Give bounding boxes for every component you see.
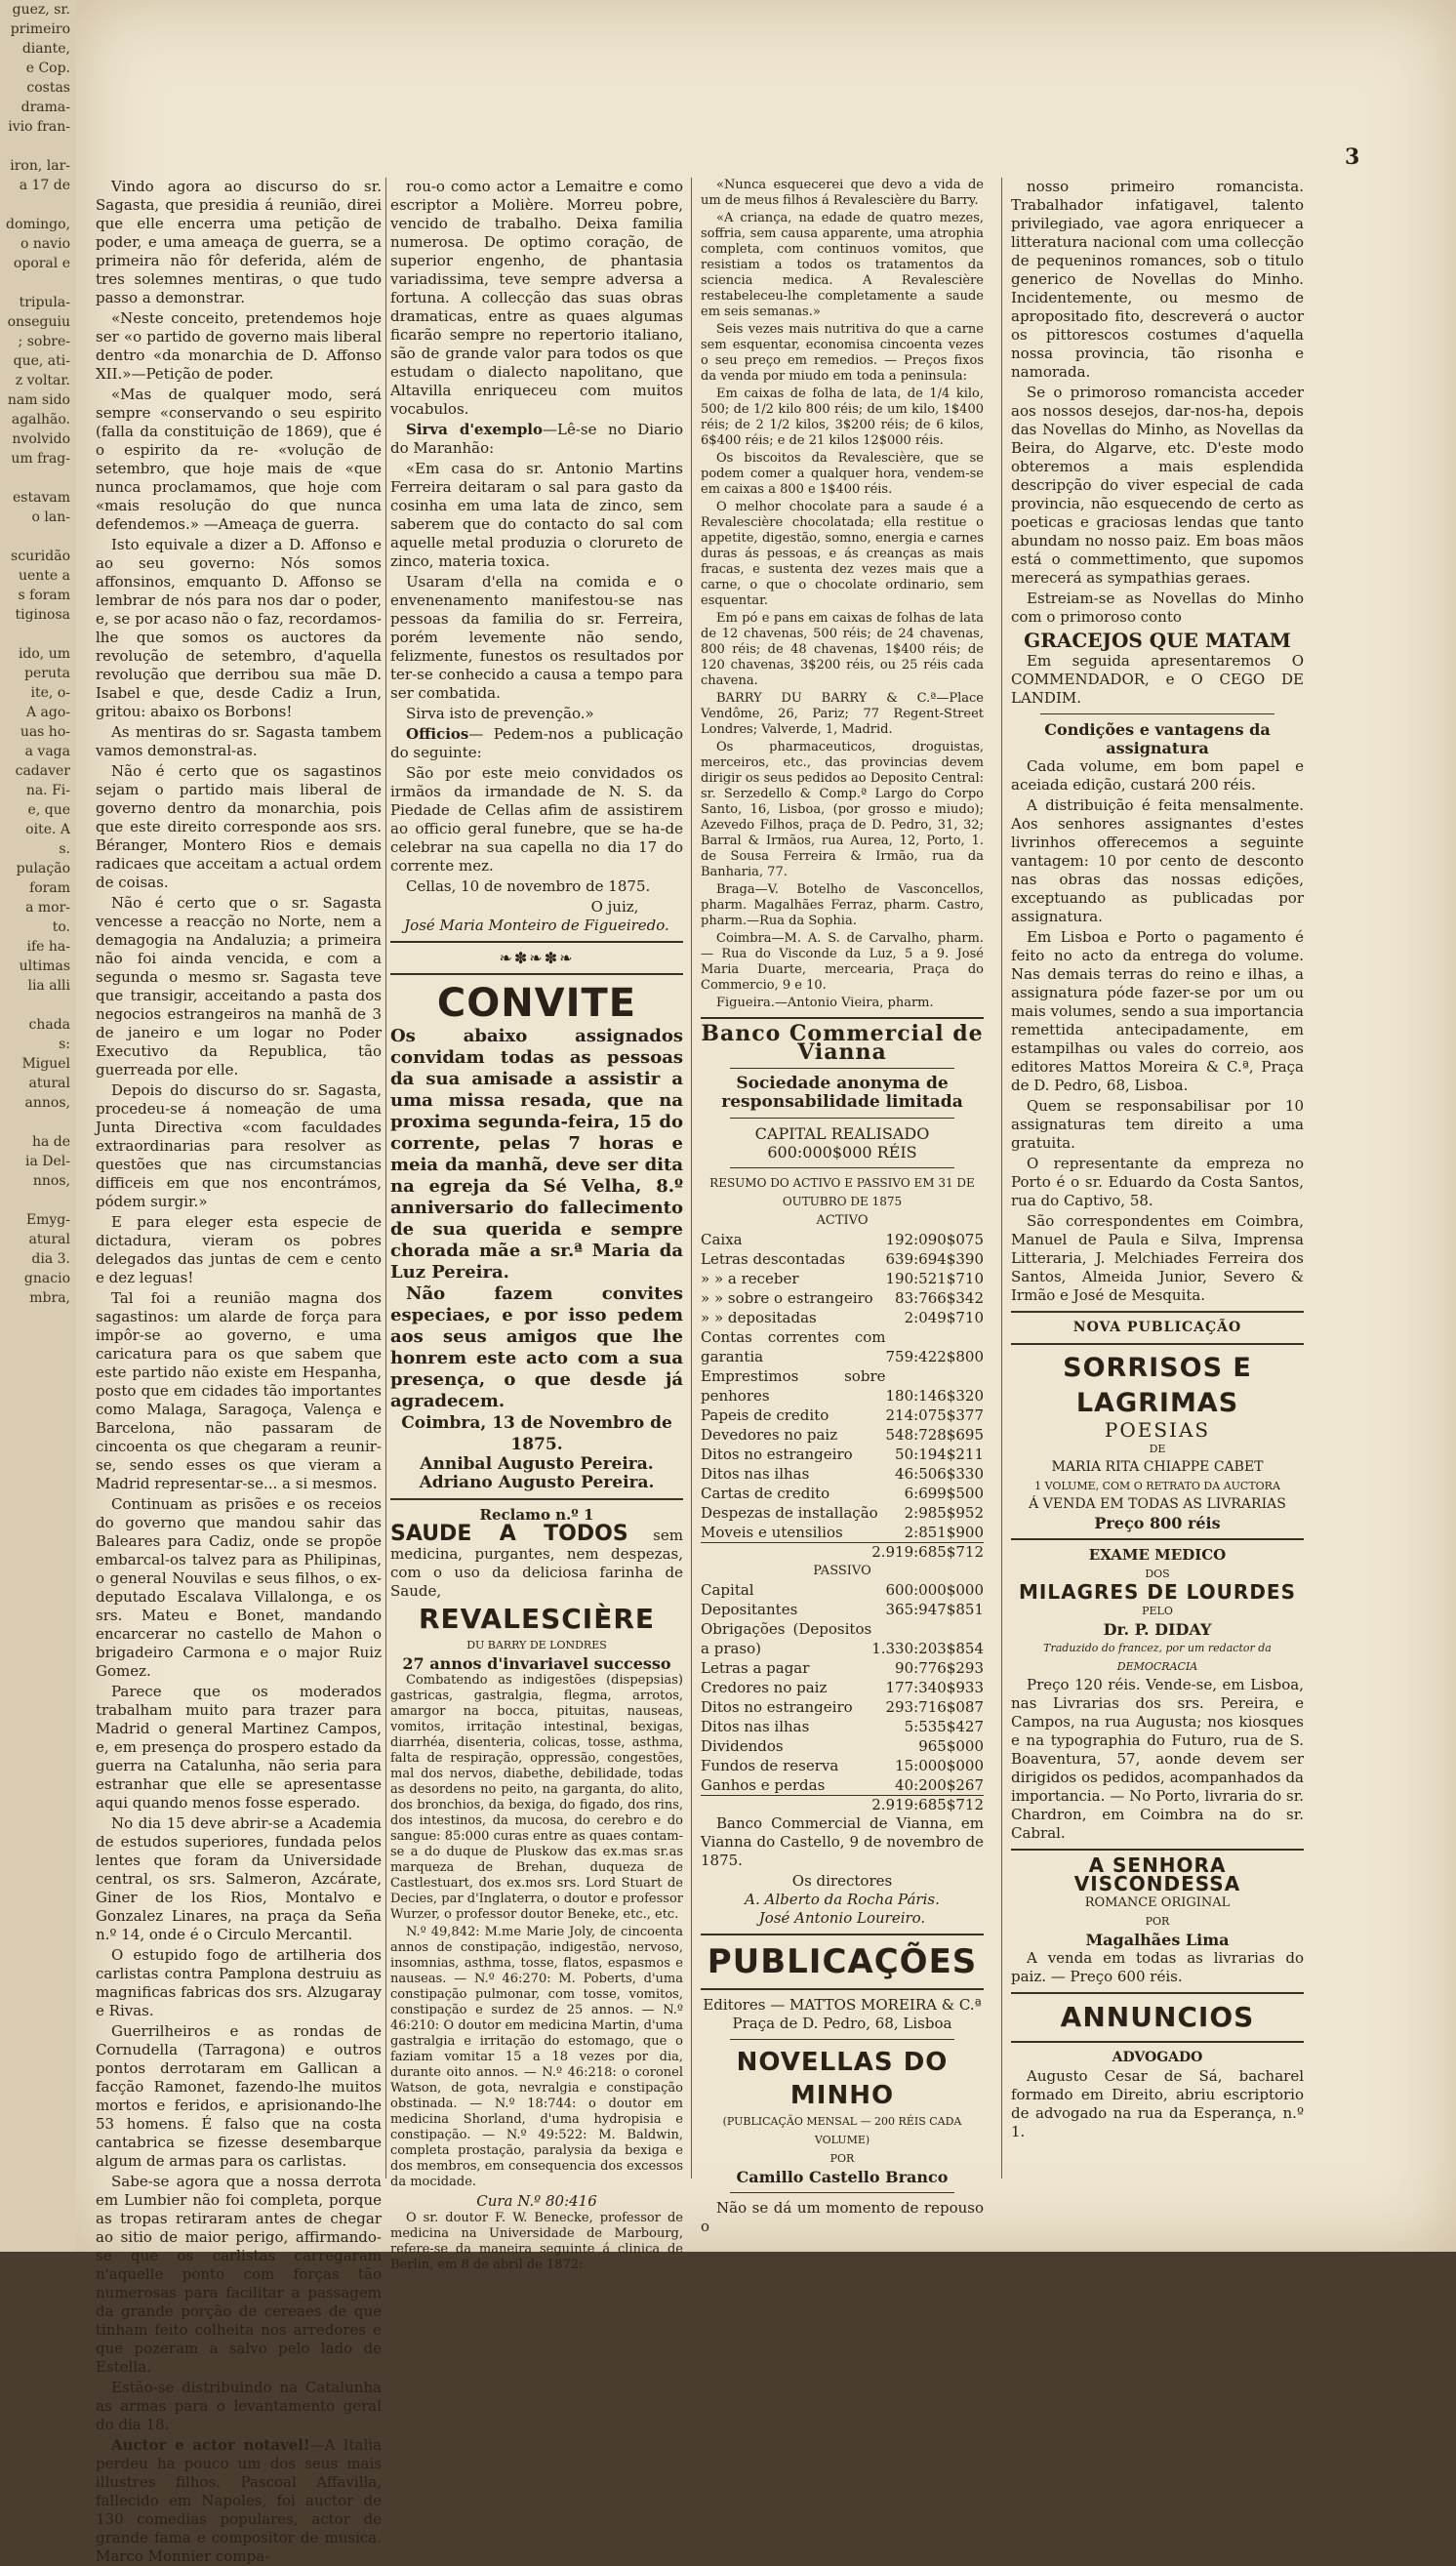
officios-sign-role: O juiz,: [590, 898, 639, 916]
table-row: [701, 1308, 984, 1327]
table-row: [701, 1503, 984, 1523]
romance-label: ROMANCE ORIGINAL: [1084, 1895, 1231, 1910]
por-label-2: POR: [1145, 1915, 1170, 1928]
prev-page-fragment: ife ha-: [26, 939, 70, 955]
prev-page-fragment: ite, o-: [30, 685, 70, 701]
paragraph: São correspondentes em Coimbra, Manuel de Paula e Silva, Imprensa Litteraria, J. Melchiades Ferreira dos Santos, Almeida Junior, Severo & Irmão e José de Mesquita.: [1011, 1212, 1304, 1304]
row-label: Ditos no estrangeiro: [701, 1446, 853, 1463]
table-row: [701, 1425, 984, 1445]
divider: [1011, 1311, 1304, 1313]
table-row: [701, 1717, 984, 1736]
paragraph: Sirva isto de prevenção.»: [406, 705, 594, 722]
page-number: 3: [1345, 144, 1360, 170]
bank-sub: Sociedade anonyma de responsabilidade limitada: [721, 1074, 963, 1112]
paragraph: O melhor chocolate para a saude é a Revalescière chocolatada; ella restitue o appetite, digestão, somno, energia e carnes duras ás pessoas, e ás creanças as mais fracas, e sustenta dez vezes mais que a carne, o que o chocolate ordinario, sem esquentar.: [701, 500, 984, 608]
paragraph: «Neste conceito, pretendemos hoje ser «o partido de governo mais liberal dentro «da monarchia de D. Affonso XII.»—Petição de poder.: [96, 309, 382, 383]
paragraph: Vindo agora ao discurso do sr. Sagasta, que presidia á reunião, direi que elle encerra uma petição de poder, e uma ameaça de guerra, se a primeira não fôr deferida, além de tres solemnes mentiras, o que tudo passo a demonstrar.: [96, 178, 382, 306]
row-label: Credores no paiz: [701, 1679, 828, 1696]
passivo-table: [701, 1580, 984, 1795]
table-row: [701, 1736, 984, 1756]
prev-page-fragment: nam sido: [7, 392, 70, 408]
paragraph: No dia 15 deve abrir-se a Academia de estudos superiores, fundada pelos lentes que foram da Universidade central, os srs. Salmeron, Azcárate, Giner de los Rios, Montalvo e Gonzalez Linares, na praça da Seña n.º 14, onde é o Circulo Mercantil.: [96, 1814, 382, 1943]
paragraph: O representante da empreza no Porto é o sr. Eduardo da Costa Santos, rua do Captivo, 58.: [1011, 1155, 1304, 1209]
row-label: Ditos nas ilhas: [701, 1465, 810, 1483]
novellas-title: NOVELLAS DO MINHO: [736, 2048, 949, 2110]
prev-page-fragment: s foram: [18, 588, 70, 603]
venda: Á VENDA EM TODAS AS LIVRARIAS: [1029, 1496, 1286, 1512]
table-row: [701, 1775, 984, 1795]
sorrisos-title: SORRISOS E LAGRIMAS: [1063, 1353, 1252, 1418]
divider: [730, 1118, 954, 1119]
prev-page-fragment: chada: [28, 1017, 70, 1033]
paragraph: Parece que os moderados trabalham muito para trazer para Madrid o general Martinez Campos, e, em presença do prospero estado da guerra na Catalunha, não seria para estranhar que elle se apresentasse aqui quando menos fosse esperado.: [96, 1683, 382, 1812]
table-row: [701, 1697, 984, 1717]
prev-page-fragment: foram: [29, 880, 70, 896]
prev-page-fragment: domingo,: [5, 217, 70, 232]
row-value: 548:728$695: [885, 1426, 984, 1444]
row-value: 600:000$000: [885, 1581, 984, 1599]
row-value: 190:521$710: [885, 1270, 984, 1287]
saude-title: SAUDE A TODOS: [390, 1522, 628, 1546]
column-2-paragraphs: [390, 178, 683, 419]
prev-page-fragment: um frag-: [11, 451, 70, 467]
condicoes-title: Condições e vantagens da assignatura: [1044, 720, 1271, 757]
pelo-label: PELO: [1142, 1605, 1173, 1617]
prev-page-fragment: ; sobre-: [18, 334, 70, 349]
paragraph: Isto equivale a dizer a D. Affonso e ao seu governo: Nós somos affonsinos, emquanto D. Affonso se lembrar de nós para nos dar o poder, e, se por acaso não o faz, recordamos-lhe que somos os auctores da revolução de setembro, d'aquella revolução que derribou sua mãe D. Isabel e que, desde Cadiz a Irun, gritou: abaixo os Borbons!: [96, 536, 382, 720]
paragraph: Continuam as prisões e os receios do governo que mandou sahir das Baleares para Cadiz, onde se propõe embarcal-os talvez para as Philipinas, o general Nouvilas e seus filhos, o ex-deputado Escalava Villalonga, e os srs. Mateu e Bonet, mandando encarcerar no castello de Mahon o brigadeiro Carmona e o major Ruiz Gomez.: [96, 1495, 382, 1680]
column-rule: [385, 178, 386, 2179]
table-row: [701, 1445, 984, 1464]
maria-rita: MARIA RITA CHIAPPE CABET: [1051, 1459, 1264, 1475]
prev-page-fragment: que, ati-: [13, 353, 70, 369]
row-label: » » a receber: [701, 1270, 799, 1287]
milagres-title: MILAGRES DE LOURDES: [1019, 1580, 1296, 1604]
prev-page-fragment: costas: [26, 80, 70, 96]
paragraph: Usaram d'ella na comida e o envenenamento manifestou-se nas pessoas da familia do sr. Ferreira, porém levemente não sendo, felizmente, funestos os resultados por ter-se conhecido a causa a tempo para ser combatida.: [390, 573, 683, 702]
paragraph: Estreiam-se as Novellas do Minho com o primoroso conto: [1011, 590, 1304, 626]
divider: [701, 1934, 984, 1935]
divider: [1011, 1849, 1304, 1851]
row-value: 83:766$342: [895, 1289, 984, 1307]
paragraph: Sabe-se agora que a nossa derrota em Lumbier não foi completa, porque as tropas retiraram antes de chegar ao sitio de maior perigo, affirmando-se que os carlistas carregaram n'aquelle ponto com forças tão numerosas para facilitar a passagem da grande porção de cereaes de que tinham feito colheita nos arredores e que pozeram a salvo pelo lado de Estella.: [96, 2173, 382, 2376]
paragraph: Em Lisboa e Porto o pagamento é feito no acto da entrega do volume. Nas demais terras do reino e ilhas, a assignatura póde fazer-se por um ou mais volumes, sendo a sua importancia remettida antecipadamente, em estampilhas ou vales do correio, aos editores Mattos Moreira & C.ª, Praça de D. Pedro, 68, Lisboa.: [1011, 928, 1304, 1094]
divider: [390, 941, 683, 943]
paragraph: Cellas, 10 de novembro de 1875.: [406, 877, 651, 895]
prev-page-fragment: cadaver: [15, 763, 70, 779]
column-rule: [1001, 178, 1002, 2179]
sirva-text: —Lê-se no Diario do Maranhão:: [390, 421, 683, 457]
row-value: 2:851$900: [904, 1524, 984, 1541]
publicacoes-title: PUBLICAÇÕES: [707, 1942, 978, 1981]
row-label: » » sobre o estrangeiro: [701, 1289, 873, 1307]
actor-title: Auctor e actor notavel!: [111, 2436, 310, 2454]
volume-note: 1 VOLUME, COM O RETRATO DA AUCTORA: [1034, 1480, 1280, 1492]
editors-address: Praça de D. Pedro, 68, Lisboa: [732, 2015, 952, 2032]
viscondessa-text: A venda em todas as livrarias do paiz. — Preço 600 réis.: [1011, 1949, 1304, 1985]
paragraph: Seis vezes mais nutritiva do que a carne sem esquentar, economisa cincoenta vezes o seu preço em remedios. — Preços fixos da venda por miudo em toda a peninsula:: [701, 322, 984, 384]
prev-page-fragment: atural: [28, 1232, 70, 1247]
table-row: [701, 1366, 984, 1405]
row-value: 1.330:203$854: [871, 1640, 984, 1657]
paragraph: Quem se responsabilisar por 10 assignaturas tem direito a uma gratuita.: [1011, 1097, 1304, 1152]
prev-page-fragment: annos,: [24, 1095, 70, 1111]
prev-page-fragment: onseguiu: [7, 314, 70, 330]
advogado-text: Augusto Cesar de Sá, bacharel formado em Direito, abriu escriptorio de advogado na rua da Esperança, n.º 1.: [1011, 2067, 1304, 2140]
table-row: [701, 1580, 984, 1600]
prev-page-fragment: uas ho-: [20, 724, 70, 740]
prev-page-fragment: drama-: [20, 100, 70, 115]
row-label: Devedores no paiz: [701, 1426, 838, 1444]
prev-page-fragment: e Cop.: [25, 61, 70, 76]
prev-page-fragment: [0, 996, 78, 1015]
gracejos-text: Em seguida apresentaremos O COMMENDADOR, e O CEGO DE LANDIM.: [1011, 652, 1304, 707]
editors: Editores — MATTOS MOREIRA & C.ª: [703, 1996, 982, 2014]
magalhaes: Magalhães Lima: [1085, 1931, 1230, 1949]
column-1-paragraphs: [96, 178, 382, 2434]
prev-page-fragment: nnos,: [32, 1173, 70, 1189]
row-label: Ditos nas ilhas: [701, 1718, 810, 1735]
diday: Dr. P. DIDAY: [1103, 1620, 1212, 1639]
table-row: [701, 1600, 984, 1619]
prev-page-fragment: guez, sr.: [12, 2, 70, 18]
prev-page-fragment: na. Fi-: [25, 783, 70, 798]
row-value: 15:000$000: [895, 1757, 984, 1774]
convite-sign-1: Annibal Augusto Pereira.: [420, 1454, 654, 1474]
prev-page-fragment: a 17 de: [19, 178, 70, 193]
row-label: Capital: [701, 1581, 754, 1599]
row-label: Caixa: [701, 1231, 743, 1248]
poesias: POESIAS: [1104, 1418, 1211, 1442]
column-4-paragraphs: [1011, 178, 1304, 627]
revalesciere-body-2: N.º 49,842: M.me Marie Joly, de cincoenta annos de constipação, indigestão, nervoso, insomnias, asthma, tosse, flatos, espasmos e nauseas. — N.º 46:270: M. Poberts, d'uma constipação pulmonar, com tosse, vomitos, constipação e surdez de 25 annos. — N.º 46:210: O doutor em medicina Martin, d'uma gastralgia e irritação do estomago, que o faziam vomitar 15 a 18 vezes por dia, durante oito annos. — N.º 46:218: o coronel Watson, de gota, nevralgia e constipação obstinada. — N.º 18:744: o doutor em medicina Shorland, d'uma hydropisia e constipação. — N.º 49:522: M. Baldwin, completa prostação, paralysia da bexiga e dos membros, em consequencia dos excessos da mocidade.: [390, 1925, 683, 2189]
row-value: 214:075$377: [885, 1406, 984, 1424]
row-value: 2:049$710: [904, 1309, 984, 1326]
prev-page-fragment: pulação: [16, 861, 70, 876]
prev-page-fragment: nvolvido: [12, 431, 70, 447]
director-1: A. Alberto da Rocha Páris.: [745, 1891, 940, 1908]
row-value: 180:146$320: [885, 1387, 984, 1405]
divider: [1011, 1538, 1304, 1540]
divider: [730, 1068, 954, 1069]
prev-page-fragment: Miguel: [21, 1056, 70, 1072]
paragraph: A distribuição é feita mensalmente. Aos senhores assignantes d'estes livrinhos offerecemos a seguinte vantagem: 10 por cento de desconto nas obras das nossas edições, exceptuando as publicadas por assignatura.: [1011, 796, 1304, 925]
prev-page-fragment: atural: [28, 1076, 70, 1091]
row-value: 965$000: [918, 1737, 984, 1755]
row-value: 50:194$211: [895, 1446, 984, 1463]
divider: [390, 973, 683, 975]
prev-page-fragment: [0, 1191, 78, 1210]
prev-page-fragment: o navio: [20, 236, 70, 252]
paragraph: «A criança, na edade de quatro mezes, soffria, sem causa apparente, uma atrophia completa, com continuos vomitos, que resistiam a todos os tratamentos da sciencia medica. A Revalescière restabeleceu-lhe completamente a saude em seis semanas.»: [701, 211, 984, 319]
paragraph: «Mas de qualquer modo, será sempre «conservando o seu espirito (falla da constituição de 1869), que é o espirito da re- «volução de setembro, que hoje mais de «que nunca proclamamos, que hoje com «mais resolução do que nunca defendemos.» —Ameaça de guerra.: [96, 386, 382, 533]
table-row: [701, 1756, 984, 1775]
row-value: 90:776$293: [895, 1659, 984, 1677]
row-value: 365:947$851: [885, 1601, 984, 1618]
paragraph: Coimbra—M. A. S. de Carvalho, pharm. — Rua do Visconde da Luz, 5 a 9. José Maria Duarte, mercearia, Praça do Commercio, 9 e 10.: [701, 931, 984, 993]
row-label: Letras a pagar: [701, 1659, 810, 1677]
paragraph: rou-o como actor a Lemaitre e como escriptor a Molière. Morreu pobre, vencido de trabalho. Deixa familia numerosa. De optimo coração, de superior engenho, de phantasia variadissima, teve sempre adversa a fortuna. A collecção das suas obras dramaticas, entre as quaes algumas ficarão sempre no repertorio italiano, são de grande valor para todos os que estudam o dialecto napolitano, que Altavilla enriqueceu com muitos vocabulos.: [390, 178, 683, 418]
last-line: Não se dá um momento de repouso o: [701, 2199, 984, 2235]
paragraph: Estão-se distribuindo na Catalunha as armas para o levantamento geral do dia 18.: [96, 2379, 382, 2433]
row-label: Cartas de credito: [701, 1485, 830, 1502]
row-label: Papeis de credito: [701, 1406, 829, 1424]
gracejos-title: GRACEJOS QUE MATAM: [1024, 629, 1291, 652]
author: Camillo Castello Branco: [736, 2168, 949, 2186]
prev-page-fragment: iron, lar-: [10, 158, 70, 174]
convite-sign-2: Adriano Augusto Pereira.: [419, 1473, 655, 1492]
divider: [701, 1988, 984, 1990]
row-label: Depositantes: [701, 1601, 798, 1618]
row-label: Emprestimos sobre penhores: [701, 1367, 886, 1405]
bank-footer: Banco Commercial de Vianna, em Vianna do Castello, 9 de novembro de 1875.: [701, 1814, 984, 1869]
por-label: POR: [829, 2152, 855, 2165]
row-label: Moveis e utensilios: [701, 1524, 843, 1541]
divider: [1040, 713, 1274, 714]
prev-page-fragment: lia alli: [27, 978, 70, 994]
prev-page-fragment: [0, 468, 78, 488]
paragraph: E para eleger esta especie de dictadura, vieram os pobres delegados das juntas de cem e cento e dez leguas!: [96, 1213, 382, 1286]
prev-page-fragment: diante,: [21, 41, 70, 57]
prev-page-fragment: a mor-: [25, 900, 70, 916]
paragraph: Tal foi a reunião magna dos sagastinos: um alarde de força para impôr-se ao governo, e uma caricatura para os que sabem que este partido não existe em Hespanha, posto que em cidades tão importantes como Malaga, Saragoça, Valença e Barcelona, não passaram de cincoenta os que chegaram a reunir-se, sendo esses os que vieram a Madrid representar-se... a si mesmos.: [96, 1289, 382, 1492]
divider: [1011, 1343, 1304, 1345]
prev-page-fragment: [0, 527, 78, 547]
revalesciere-years: 27 annos d'invariavel successo: [402, 1654, 671, 1673]
row-label: Ditos no estrangeiro: [701, 1698, 853, 1716]
table-row: [701, 1678, 984, 1697]
paragraph: nosso primeiro romancista. Trabalhador infatigavel, talento privilegiado, vae agora enriquecer a litteratura nacional com uma collecção de pequeninos romances, sob o titulo generico de Novellas do Minho. Incidentemente, ou mesmo de apropositado fito, descreverá o auctor os pittorescos costumes d'aquella nossa provincia, tão risonha e namorada.: [1011, 178, 1304, 381]
prev-page-fragment: [0, 1113, 78, 1132]
row-value: 293:716$087: [885, 1698, 984, 1716]
divider: [390, 1498, 683, 1500]
paragraph: O estupido fogo de artilheria dos carlistas contra Pamplona destruiu as magnificas fabricas dos srs. Alzugaray e Rivas.: [96, 1946, 382, 2019]
paragraph: Guerrilheiros e as rondas de Cornudella (Tarragona) e outros pontos derrotaram em Gallican a facção Ramonet, fazendo-lhe muitos mortos e feridos, e aprisionando-lhe 53 homens. É falso que na costa cantabrica se fizesse desembarque algum de armas para os carlistas.: [96, 2022, 382, 2170]
prev-page-fragment: oite. A: [25, 822, 70, 837]
table-row: [701, 1327, 984, 1366]
column-rule: [691, 178, 692, 2179]
prev-page-fragment: [0, 625, 78, 644]
paragraph: Braga—V. Botelho de Vasconcellos, pharm. Magalhães Ferraz, pharm. Castro, pharm.—Rua da Sophia.: [701, 882, 984, 928]
dos-label: DOS: [1145, 1568, 1170, 1580]
cura-number: Cura N.º 80:416: [476, 2192, 597, 2210]
row-label: Despezas de installação: [701, 1504, 878, 1522]
table-row: [701, 1658, 984, 1678]
row-value: 177:340$933: [885, 1679, 984, 1696]
column-3: [701, 178, 984, 2235]
activo-table: [701, 1230, 984, 1542]
condicoes-paragraphs: [1011, 757, 1304, 1305]
viscondessa-title: A SENHORA VISCONDESSA: [1073, 1853, 1241, 1895]
prev-page-fragment: e, que: [27, 802, 70, 818]
saude-text: sem medicina, purgantes, nem despezas, com o uso da deliciosa farinha de Saude,: [390, 1527, 683, 1600]
divider: [730, 1167, 954, 1168]
row-value: 2:985$952: [904, 1504, 984, 1522]
prev-page-fragment: ha de: [31, 1134, 70, 1150]
paragraph: Cada volume, em bom papel e aceiada edição, custará 200 réis.: [1011, 757, 1304, 794]
divider: [1011, 1992, 1304, 1994]
revalesciere-body: Combatendo as indigestões (dispepsias) gastricas, gastralgia, flegma, arrotos, amargor na bocca, pituitas, nauseas, vomitos, irritação intestinal, bexigas, diarrhéa, disenteria, colicas, tosse, asthma, falta de respiração, oppressão, congestões, mal dos nervos, diabethe, debilidade, todas as desordens no peito, na garganta, do alito, dos bronchios, da bexiga, do figado, dos rins, dos intestinos, da mucosa, do cerebro e do sangue: 85:000 curas entre as quaes contam-se a do duque de Pluskow das ex.mas sr.as marqueza de Brehan, duqueza de Castlestuart, dos ex.mos srs. Lord Stuart de Decies, par d'Inglaterra, o doutor e professor Wurzer, o professor doutor Beneke, etc., etc.: [390, 1673, 683, 1922]
activo-label: ACTIVO: [816, 1213, 869, 1228]
convite-title: CONVITE: [436, 981, 637, 1026]
de-label: DE: [1149, 1443, 1166, 1455]
table-row: [701, 1484, 984, 1503]
table-row: [701, 1464, 984, 1484]
activo-total: 2.919:685$712: [701, 1542, 984, 1562]
revalesciere-title: REVALESCIÈRE: [418, 1603, 656, 1635]
prev-page-fragment: gnacio: [23, 1271, 70, 1286]
table-row: [701, 1523, 984, 1542]
row-value: 46:506$330: [895, 1465, 984, 1483]
prev-page-fragment: [0, 273, 78, 293]
passivo-total: 2.919:685$712: [701, 1795, 984, 1814]
prev-page-fragment: ivio fran-: [8, 119, 70, 135]
paragraph: São por este meio convidados os irmãos da irmandade de N. S. da Piedade de Cellas afim de assistirem ao officio geral funebre, que se ha-de celebrar na sua capella no dia 17 do corrente mez.: [390, 764, 683, 875]
divider: [1011, 2041, 1304, 2043]
beneke-text: O sr. doutor F. W. Benecke, professor de medicina na Universidade de Marbourg, refere-se da maneira seguinte á clinica de Berlin, em 8 de abril de 1872:: [390, 2211, 683, 2272]
convite-date: Coimbra, 13 de Novembro de 1875.: [401, 1413, 672, 1454]
prev-page-fragment: z voltar.: [15, 373, 70, 388]
prev-page-fragment: a vaga: [24, 744, 70, 759]
paragraph: Os biscoitos da Revalescière, que se podem comer a qualquer hora, vendem-se em caixas a 800 e 1$400 réis.: [701, 451, 984, 497]
prev-page-fragment: scuridão: [11, 549, 70, 564]
reclamo: Reclamo n.º 1: [479, 1506, 594, 1524]
prev-page-fragment: tiginosa: [15, 607, 70, 623]
table-row: [701, 1249, 984, 1269]
column-3-paragraphs: [701, 178, 984, 1011]
prev-page-fragment: mbra,: [29, 1290, 70, 1306]
paragraph: Figueira.—Antonio Vieira, pharm.: [716, 996, 934, 1010]
table-row: [701, 1230, 984, 1249]
actor-item: [96, 2436, 382, 2566]
sirva-paragraphs: [390, 460, 683, 723]
officios-text: — Pedem-nos a publicação do seguinte:: [390, 725, 683, 761]
divider: [730, 2192, 954, 2193]
prev-page-fragment: [0, 195, 78, 215]
prev-page-fragment: ido, um: [18, 646, 70, 662]
divider: [730, 2039, 954, 2040]
column-4: [1011, 178, 1304, 2179]
divider: [701, 1017, 984, 1019]
table-row: [701, 1619, 984, 1658]
prev-page-fragment: ia Del-: [25, 1154, 70, 1169]
novellas-sub: (PUBLICAÇÃO MENSAL — 200 RÉIS CADA VOLUME): [722, 2115, 962, 2146]
prev-page-fragment: s:: [59, 1037, 70, 1052]
sirva-title: Sirva d'exemplo: [406, 421, 544, 438]
row-label: Obrigações (Depositos a praso): [701, 1620, 872, 1657]
bank-resumo: RESUMO DO ACTIVO E PASSIVO EM 31 DE OUTUBRO DE 1875: [709, 1176, 975, 1208]
officios-title: Officios: [406, 725, 469, 743]
previous-page-edge: [0, 0, 78, 2252]
prev-page-fragment: A ago-: [25, 705, 70, 720]
paragraph: «Nunca esquecerei que devo a vida de um de meus filhos á Revalescière du Barry.: [701, 178, 984, 208]
column-2: [390, 178, 683, 2272]
table-row: [701, 1288, 984, 1308]
officios-paragraphs: [390, 764, 683, 896]
paragraph: Os pharmaceuticos, droguistas, merceiros, etc., das provincias devem dirigir os seus pedidos ao Deposito Central: sr. Serzedello & Comp.ª Largo do Corpo Santo, 16, Lisboa, (por grosso e miudo); Azevedo Filhos, praça de D. Pedro, 31, 32; Barral & Irmãos, rua Aurea, 12, Porto, 1. de Sousa Ferreira & Irmão, rua da Banharia, 77.: [701, 740, 984, 879]
prev-page-fragment: estavam: [13, 490, 70, 506]
prev-page-fragment: o lan-: [31, 509, 70, 525]
convite-text-2: Não fazem convites especiaes, e por isso pedem aos seus amigos que lhe honrem este acto com a sua presença, o que desde já agradecem.: [390, 1283, 683, 1411]
officios-sign-name: José Maria Monteiro de Figueiredo.: [404, 916, 669, 934]
revalesciere-sub: DU BARRY DE LONDRES: [466, 1639, 607, 1651]
row-label: Ganhos e perdas: [701, 1776, 826, 1794]
advogado-title: ADVOGADO: [1112, 2050, 1203, 2065]
prev-page-fragment: [0, 137, 78, 156]
row-value: 6:699$500: [904, 1485, 984, 1502]
paragraph: Se o primoroso romancista acceder aos nossos desejos, dar-nos-ha, depois das Novellas do Minho, as Novellas da Beira, do Algarve, etc. D'este modo obteremos a mais esplendida descripção do viver especial de cada provincia, não esquecendo de certo as poeticas e graciosas lendas que tanto abundam no nosso paiz. Em boas mãos está o commettimento, que supomos merecerá as sympathias geraes.: [1011, 384, 1304, 587]
prev-page-fragment: dia 3.: [31, 1251, 70, 1267]
nova-publicacao: NOVA PUBLICAÇÃO: [1072, 1320, 1242, 1335]
actor-text: —A Italia perdeu ha pouco um dos seus mais illustres filhos. Pascoal Affavilla, fallecido em Napoles, foi auctor de 130 comedias populares, actor de grande fama e compositor de musica. Marco Monnier compa-: [96, 2436, 382, 2565]
row-value: 639:694$390: [885, 1250, 984, 1268]
prev-page-fragment: s.: [59, 841, 70, 857]
row-value: 5:535$427: [904, 1718, 984, 1735]
traduzido: Traduzido do francez, por um redactor da DEMOCRACIA: [1043, 1642, 1272, 1673]
prev-page-fragment: agalhão.: [11, 412, 70, 428]
table-row: [701, 1269, 984, 1288]
passivo-label: PASSIVO: [813, 1564, 871, 1578]
paragraph: Não é certo que os sagastinos sejam o partido mais liberal de governo dentro da monarchia, pois que este direito corresponde aos srs. Béranger, Montero Rios e demais radicaes que acceitam a actual ordem de coisas.: [96, 762, 382, 891]
row-label: Contas correntes com garantia: [701, 1328, 886, 1365]
paragraph: As mentiras do sr. Sagasta tambem vamos demonstral-as.: [96, 723, 382, 759]
ornament: ❧✽❧✽❧: [499, 949, 575, 967]
officios-item: [390, 725, 683, 762]
prev-page-fragment: uente a: [18, 568, 70, 584]
exame-title: EXAME MEDICO: [1088, 1546, 1227, 1564]
paragraph: Em pó e pans em caixas de folhas de lata de 12 chavenas, 500 réis; de 24 chavenas, 800 réis; de 48 chavenas, 1$400 réis; de 120 chavenas, 3$200 réis, ou 25 réis cada chavena.: [701, 611, 984, 688]
paragraph: «Em casa do sr. Antonio Martins Ferreira deitaram o sal para gasto da cosinha em uma lata de zinco, sem saberem que do contacto do sal com aquelle metal produzia o clorureto de zinco, materia toxica.: [390, 460, 683, 570]
director-2: José Antonio Loureiro.: [758, 1909, 926, 1927]
convite-text: Os abaixo assignados convidam todas as pessoas da sua amisade a assistir a uma missa resada, que na proxima segunda-feira, 15 do corrente, pelas 7 horas e meia da manhã, deve ser dita na egreja da Sé Velha, 8.º anniversario do fallecimento de sua querida e sempre chorada mãe a sr.ª Maria da Luz Pereira.: [390, 1026, 683, 1283]
row-label: Letras descontadas: [701, 1250, 845, 1268]
directors-label: Os directores: [791, 1872, 893, 1890]
prev-page-fragment: peruta: [24, 666, 70, 681]
row-label: Dividendos: [701, 1737, 784, 1755]
bank-title: Banco Commercial de Vianna: [701, 1021, 984, 1065]
paragraph: BARRY DU BARRY & C.ª—Place Vendôme, 26, Pariz; 77 Regent-Street Londres; Valverde, 1, Madrid.: [701, 691, 984, 737]
milagres-text: Preço 120 réis. Vende-se, em Lisboa, nas Livrarias dos srs. Pereira, e Campos, na rua Augusta; nos kiosques e na typographia do Futuro, rua de S. Boaventura, 57, aonde devem ser dirigidos os pedidos, acompanhados da importancia. — No Porto, livraria do sr. Chardron, em Coimbra na do sr. Cabral.: [1011, 1676, 1304, 1842]
prev-page-fragment: oporal e: [13, 256, 70, 271]
paragraph: Não é certo que o sr. Sagasta vencesse a reacção no Norte, nem a demagogia na Andaluzia; a primeira não foi ainda vencida, e com a segunda o mesmo sr. Sagasta teve que transigir, acceitando a pasta dos negocios estrangeiros na manhã de 3 de janeiro e um logar no Poder Executivo da Republica, tão guerreada por elle.: [96, 894, 382, 1079]
column-1: [96, 178, 382, 2565]
sirva-item: [390, 421, 683, 458]
newspaper-page: [76, 0, 1456, 2565]
annuncios-title: ANNUNCIOS: [1060, 2001, 1255, 2033]
prev-page-fragment: ultimas: [19, 958, 70, 974]
table-row: [701, 1405, 984, 1425]
prev-page-fragment: primeiro: [10, 21, 70, 37]
prev-page-fragment: tripula-: [19, 295, 70, 310]
row-label: » » depositadas: [701, 1309, 817, 1326]
bank-capital: CAPITAL REALISADO 600:000$000 RÉIS: [754, 1124, 930, 1161]
row-label: Fundos de reserva: [701, 1757, 839, 1774]
row-value: 192:090$075: [885, 1231, 984, 1248]
prev-page-fragment: Emyg-: [25, 1212, 70, 1228]
preco: Preço 800 réis: [1094, 1514, 1221, 1532]
row-value: 40:200$267: [895, 1776, 984, 1794]
paragraph: Depois do discurso do sr. Sagasta, procedeu-se á nomeação de uma Junta Directiva «com faculdades extraordinarias para resolver as questões que nas circumstancias difficeis em que nos encontrámos, pódem surgir.»: [96, 1081, 382, 1210]
prev-page-fragment: to.: [52, 919, 70, 935]
paragraph: Em caixas de folha de lata, de 1/4 kilo, 500; de 1/2 kilo 800 réis; de um kilo, 1$400 réis; de 2 1/2 kilos, 3$200 réis; de 6 kilos, 6$400 réis; e de 21 kilos 12$000 réis.: [701, 387, 984, 448]
row-value: 759:422$800: [885, 1348, 984, 1365]
